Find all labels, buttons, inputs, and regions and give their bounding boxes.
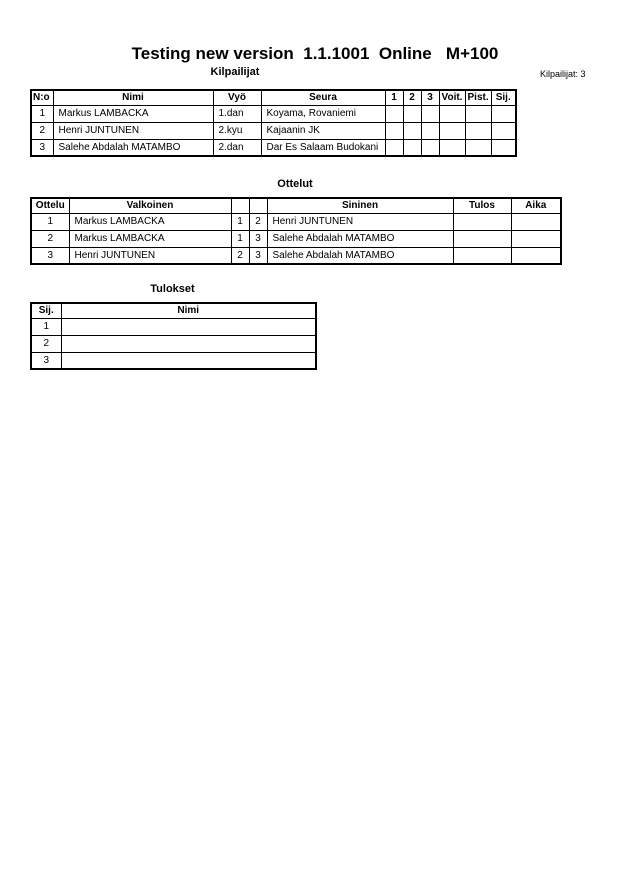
header-seura: Seura	[261, 90, 385, 105]
cell-tulos	[453, 247, 511, 264]
ottelut-heading: Ottelut	[277, 178, 313, 190]
page-title: Testing new version 1.1.1001 Online M+100	[131, 44, 499, 63]
table-row	[31, 352, 316, 369]
cell-white-number: 1	[231, 230, 249, 247]
cell-white-number: 2	[231, 247, 249, 264]
kilpailijat-heading: Kilpailijat	[210, 66, 260, 78]
cell-result-nimi	[61, 318, 316, 335]
cell-aika	[511, 213, 561, 230]
header-nimi: Nimi	[53, 90, 213, 105]
cell-vyo: 2.dan	[213, 139, 261, 156]
header-ottelu: Ottelu	[31, 198, 69, 213]
cell-sij	[491, 139, 516, 156]
cell-voit	[439, 122, 465, 139]
cell-sij: 1	[31, 318, 61, 335]
cell-sij: 2	[31, 335, 61, 352]
tulokset-heading: Tulokset	[150, 283, 195, 295]
cell-score-1	[385, 139, 403, 156]
cell-nimi: Salehe Abdalah MATAMBO	[53, 139, 213, 156]
cell-blue-number: 3	[249, 247, 267, 264]
cell-score-3	[421, 139, 439, 156]
kilpailijat-table	[30, 89, 517, 157]
cell-white-number: 1	[231, 213, 249, 230]
cell-tulos	[453, 230, 511, 247]
header-voit: Voit.	[439, 90, 465, 105]
cell-aika	[511, 247, 561, 264]
cell-voit	[439, 139, 465, 156]
header-tulos: Tulos	[453, 198, 511, 213]
cell-score-3	[421, 105, 439, 122]
cell-pist	[465, 105, 491, 122]
competitors-count: Kilpailijat: 3	[540, 69, 586, 79]
cell-blue-number: 3	[249, 230, 267, 247]
cell-tulos	[453, 213, 511, 230]
cell-sininen: Salehe Abdalah MATAMBO	[267, 247, 453, 264]
header-score-3: 3	[421, 90, 439, 105]
cell-score-1	[385, 105, 403, 122]
cell-score-2	[403, 139, 421, 156]
cell-valkoinen: Markus LAMBACKA	[69, 230, 231, 247]
cell-no: 2	[31, 122, 53, 139]
table-row	[31, 247, 561, 264]
cell-valkoinen: Markus LAMBACKA	[69, 213, 231, 230]
table-row	[31, 230, 561, 247]
cell-pist	[465, 122, 491, 139]
cell-seura: Dar Es Salaam Budokani	[261, 139, 385, 156]
tulokset-header-row	[31, 303, 316, 318]
header-white-number	[231, 198, 249, 213]
cell-no: 1	[31, 105, 53, 122]
cell-aika	[511, 230, 561, 247]
tulokset-table	[30, 302, 317, 370]
cell-seura: Kajaanin JK	[261, 122, 385, 139]
header-nimi: Nimi	[61, 303, 316, 318]
header-score-2: 2	[403, 90, 421, 105]
cell-vyo: 1.dan	[213, 105, 261, 122]
header-vyo: Vyö	[213, 90, 261, 105]
cell-blue-number: 2	[249, 213, 267, 230]
header-score-1: 1	[385, 90, 403, 105]
cell-nimi: Markus LAMBACKA	[53, 105, 213, 122]
cell-match-no: 3	[31, 247, 69, 264]
cell-sij	[491, 105, 516, 122]
table-row	[31, 139, 516, 156]
cell-sininen: Henri JUNTUNEN	[267, 213, 453, 230]
header-aika: Aika	[511, 198, 561, 213]
cell-voit	[439, 105, 465, 122]
cell-valkoinen: Henri JUNTUNEN	[69, 247, 231, 264]
cell-sij	[491, 122, 516, 139]
cell-sininen: Salehe Abdalah MATAMBO	[267, 230, 453, 247]
kilpailijat-header-row	[31, 90, 516, 105]
cell-score-3	[421, 122, 439, 139]
cell-result-nimi	[61, 352, 316, 369]
table-row	[31, 105, 516, 122]
header-pist: Pist.	[465, 90, 491, 105]
header-sij: Sij.	[491, 90, 516, 105]
cell-match-no: 2	[31, 230, 69, 247]
cell-score-2	[403, 122, 421, 139]
cell-score-2	[403, 105, 421, 122]
cell-no: 3	[31, 139, 53, 156]
cell-match-no: 1	[31, 213, 69, 230]
ottelut-header-row	[31, 198, 561, 213]
header-no: N:o	[31, 90, 53, 105]
header-valkoinen: Valkoinen	[69, 198, 231, 213]
cell-vyo: 2.kyu	[213, 122, 261, 139]
cell-nimi: Henri JUNTUNEN	[53, 122, 213, 139]
table-row	[31, 335, 316, 352]
cell-seura: Koyama, Rovaniemi	[261, 105, 385, 122]
header-sininen: Sininen	[267, 198, 453, 213]
cell-score-1	[385, 122, 403, 139]
table-row	[31, 213, 561, 230]
ottelut-table	[30, 197, 562, 265]
table-row	[31, 318, 316, 335]
cell-pist	[465, 139, 491, 156]
cell-sij: 3	[31, 352, 61, 369]
table-row	[31, 122, 516, 139]
header-blue-number	[249, 198, 267, 213]
cell-result-nimi	[61, 335, 316, 352]
header-sij: Sij.	[31, 303, 61, 318]
